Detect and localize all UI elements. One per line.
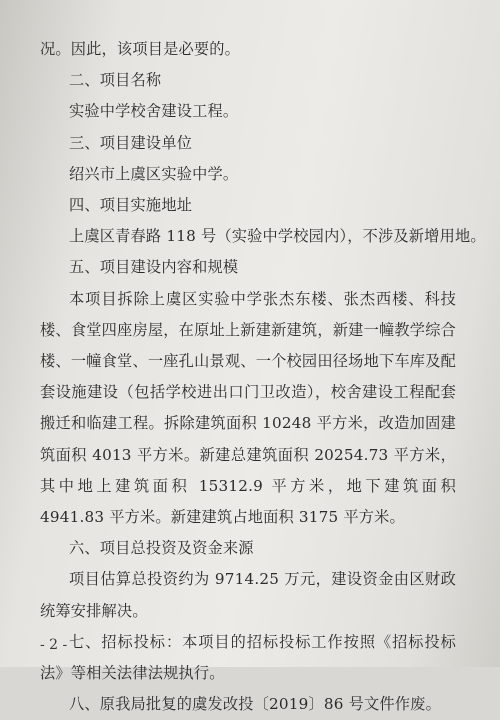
investment-paragraph: 项目估算总投资约为 9714.25 万元，建设资金由区财政统筹安排解决。 bbox=[40, 570, 456, 620]
paragraph-continuation: 况。因此，该项目是必要的。 bbox=[40, 40, 241, 58]
heading-project-address: 四、项目实施地址 bbox=[69, 196, 193, 215]
heading-construction-content: 五、项目建设内容和规模 bbox=[69, 258, 239, 277]
heading-project-name: 二、项目名称 bbox=[69, 71, 162, 90]
project-address: 上虞区青春路 118 号（实验中学校园内），不涉及新增用地。 bbox=[69, 227, 486, 246]
bidding-paragraph: 七、招标投标：本项目的招标投标工作按照《招标投标法》等相关法律法规执行。 bbox=[40, 632, 456, 683]
heading-construction-unit: 三、项目建设单位 bbox=[69, 133, 193, 152]
abolish-notice: 八、原我局批复的虞发改投〔2019〕86 号文件作废。 bbox=[69, 695, 441, 714]
construction-content-paragraph: 本项目拆除上虞区实验中学张杰东楼、张杰西楼、科技楼、食堂四座房屋，在原址上新建新建筑，新建一幢教学综合楼、一幢食堂、一座孔山景观、一个校园田径场地下车库及配套设施建设（包括学校进出口门卫改造），校舍建设工程配套搬迁和临建工程。拆除建筑面积 10248 平方米，改造加固建筑面积 4013 平方米。新建总建筑面积 20254.73 平方米，其中地上建筑面积 15312.9 平方米，地下建筑面积 4941.83 平方米。新建建筑占地面积 3175 平方米。 bbox=[40, 289, 456, 527]
construction-unit: 绍兴市上虞区实验中学。 bbox=[69, 164, 239, 183]
project-name: 实验中学校舍建设工程。 bbox=[69, 102, 239, 121]
page-number: - 2 - bbox=[40, 637, 68, 653]
heading-investment: 六、项目总投资及资金来源 bbox=[69, 539, 254, 558]
